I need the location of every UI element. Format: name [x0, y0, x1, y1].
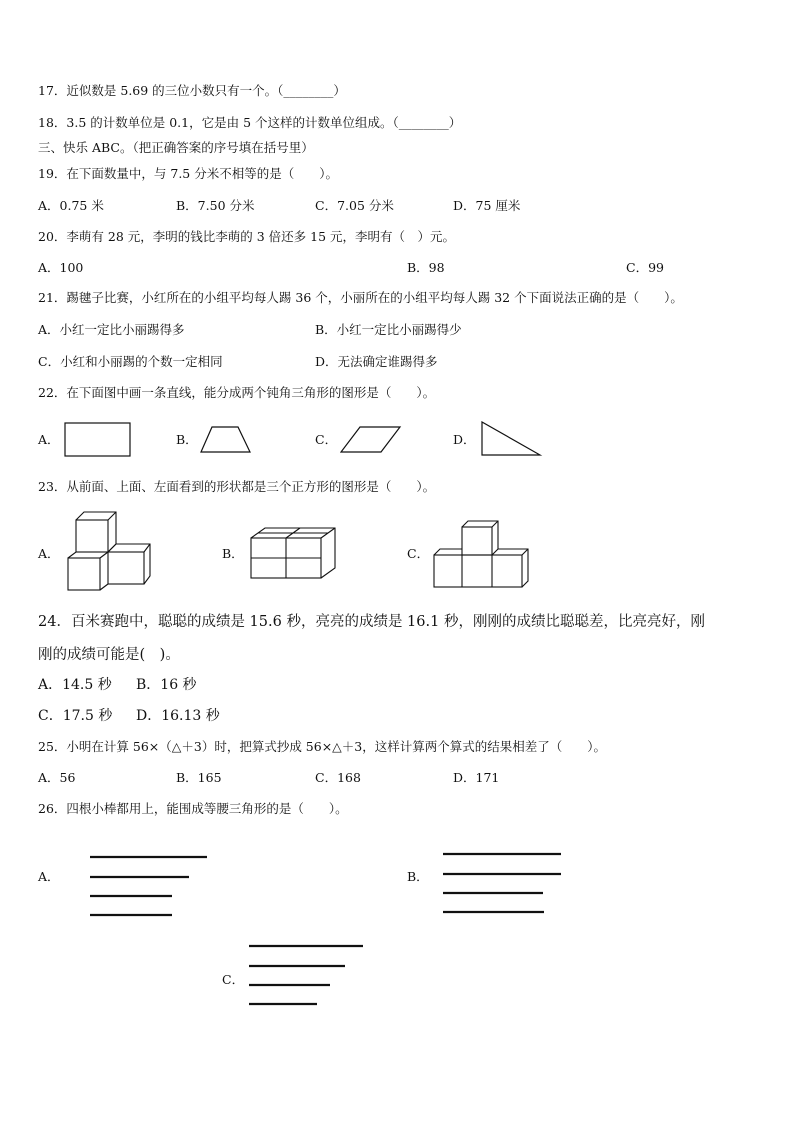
q22-label-c: C． — [315, 432, 338, 447]
sticks-c-figure — [248, 944, 366, 1008]
q26-label-b: B． — [407, 869, 429, 884]
question-17: 17．近似数是 5.69 的三位小数只有一个。（________） — [38, 83, 346, 98]
q20-option-c: C．99 — [626, 260, 664, 275]
parallelogram-figure — [340, 426, 402, 454]
q25-option-c: C．168 — [315, 770, 361, 785]
q24-option-b: B．16 秒 — [136, 677, 197, 693]
trapezoid-figure — [200, 426, 252, 454]
question-23-stem: 23．从前面、上面、左面看到的形状都是三个正方形的图形是（ ）。 — [38, 479, 436, 494]
q20-option-a: A．100 — [38, 260, 84, 275]
section-3-heading: 三、快乐 ABC。（把正确答案的序号填在括号里） — [38, 140, 314, 155]
rectangle-figure — [64, 422, 132, 458]
q19-option-d: D．75 厘米 — [453, 198, 521, 213]
q21-option-b: B．小红一定比小丽踢得少 — [315, 322, 462, 337]
right-triangle-figure — [481, 421, 543, 457]
q26-label-c: C． — [222, 972, 245, 987]
sticks-b-figure — [442, 852, 564, 916]
q21-option-d: D．无法确定谁踢得多 — [315, 354, 438, 369]
question-24-stem-line1: 24．百米赛跑中，聪聪的成绩是 15.6 秒，亮亮的成绩是 16.1 秒，刚刚的成绩比聪聪差，比亮亮好，刚 — [38, 614, 705, 630]
q19-option-c: C．7.05 分米 — [315, 198, 394, 213]
question-20-stem: 20．李萌有 28 元，李明的钱比李萌的 3 倍还多 15 元，李明有（ ）元。 — [38, 229, 456, 244]
q21-option-c: C．小红和小丽踢的个数一定相同 — [38, 354, 223, 369]
q23-label-a: A． — [38, 546, 60, 561]
q22-label-a: A． — [38, 432, 60, 447]
question-26-stem: 26．四根小棒都用上，能围成等腰三角形的是（ ）。 — [38, 801, 348, 816]
question-18: 18．3.5 的计数单位是 0.1，它是由 5 个这样的计数单位组成。（________） — [38, 115, 462, 130]
cube-stack-b-figure — [249, 524, 339, 582]
question-21-stem: 21．踢毽子比赛，小红所在的小组平均每人踢 36 个，小丽所在的小组平均每人踢 32 个下面说法正确的是（ ）。 — [38, 290, 683, 305]
cube-stack-c-figure — [432, 519, 530, 591]
q23-label-c: C． — [407, 546, 430, 561]
q24-option-a: A．14.5 秒 — [38, 677, 112, 693]
question-19-stem: 19．在下面数量中，与 7.5 分米不相等的是（ ）。 — [38, 166, 338, 181]
q22-label-d: D． — [453, 432, 476, 447]
q21-option-a: A．小红一定比小丽踢得多 — [38, 322, 185, 337]
q24-option-c: C．17.5 秒 — [38, 708, 113, 724]
q25-option-d: D．171 — [453, 770, 500, 785]
question-22-stem: 22．在下面图中画一条直线，能分成两个钝角三角形的图形是（ ）。 — [38, 385, 436, 400]
q19-option-b: B．7.50 分米 — [176, 198, 255, 213]
question-24-stem-line2: 刚的成绩可能是( )。 — [38, 647, 180, 663]
q22-label-b: B． — [176, 432, 198, 447]
q19-option-a: A．0.75 米 — [38, 198, 104, 213]
q25-option-a: A．56 — [38, 770, 76, 785]
cube-stack-a-figure — [64, 510, 156, 592]
q23-label-b: B． — [222, 546, 244, 561]
q25-option-b: B．165 — [176, 770, 222, 785]
sticks-a-figure — [89, 854, 209, 920]
question-25-stem: 25．小明在计算 56×（△＋3）时，把算式抄成 56×△＋3，这样计算两个算式的结果相差了（ ）。 — [38, 739, 606, 754]
q26-label-a: A． — [38, 869, 60, 884]
q24-option-d: D．16.13 秒 — [136, 708, 220, 724]
q20-option-b: B．98 — [407, 260, 445, 275]
